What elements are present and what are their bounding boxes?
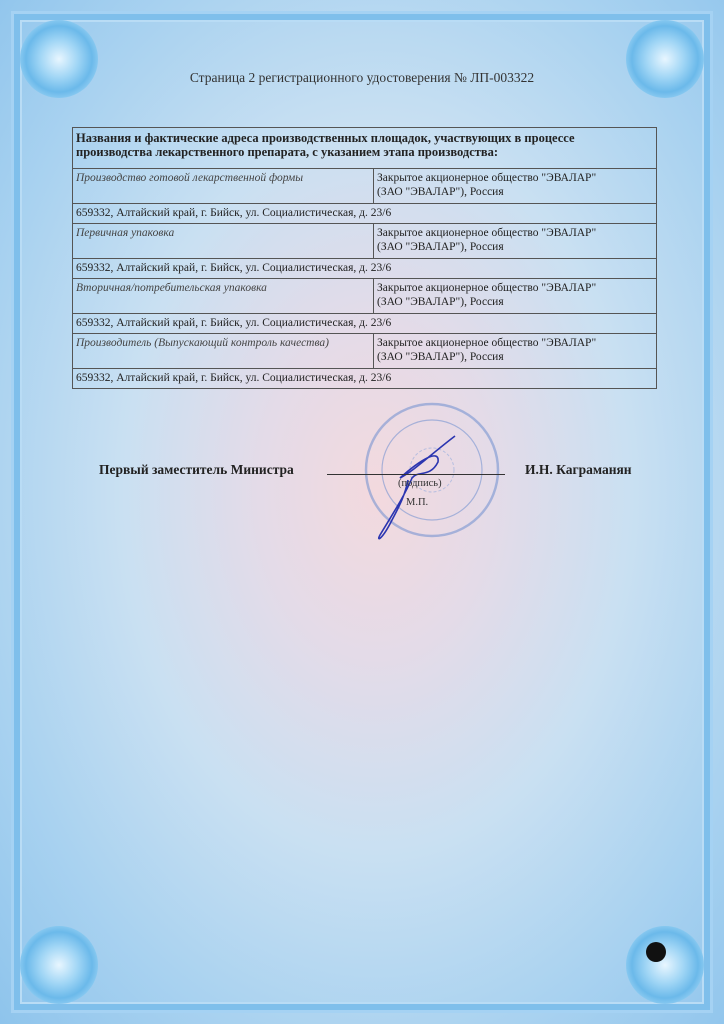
company-short: (ЗАО "ЭВАЛАР"), Россия	[377, 241, 504, 253]
stage-cell: Первичная упаковка	[73, 224, 374, 259]
address-cell: 659332, Алтайский край, г. Бийск, ул. Социалистическая, д. 23/6	[73, 314, 657, 334]
company-short: (ЗАО "ЭВАЛАР"), Россия	[377, 351, 504, 363]
company-short: (ЗАО "ЭВАЛАР"), Россия	[377, 296, 504, 308]
company-name: Закрытое акционерное общество "ЭВАЛАР"	[377, 282, 597, 294]
stage-cell: Производство готовой лекарственной формы	[73, 169, 374, 204]
address-cell: 659332, Алтайский край, г. Бийск, ул. Социалистическая, д. 23/6	[73, 259, 657, 279]
company-name: Закрытое акционерное общество "ЭВАЛАР"	[377, 172, 597, 184]
address-cell: 659332, Алтайский край, г. Бийск, ул. Социалистическая, д. 23/6	[73, 369, 657, 389]
table-heading: Названия и фактические адреса производственных площадок, участвующих в процессе производства лекарственного препарата, с указанием этапа производства:	[73, 128, 657, 169]
address-cell: 659332, Алтайский край, г. Бийск, ул. Социалистическая, д. 23/6	[73, 204, 657, 224]
stage-cell: Производитель (Выпускающий контроль качества)	[73, 334, 374, 369]
stage-cell: Вторичная/потребительская упаковка	[73, 279, 374, 314]
signatory-name: И.Н. Каграманян	[525, 462, 632, 477]
signatory-position: Первый заместитель Министра	[99, 462, 294, 477]
company-short: (ЗАО "ЭВАЛАР"), Россия	[377, 186, 504, 198]
company-name: Закрытое акционерное общество "ЭВАЛАР"	[377, 337, 597, 349]
signature-caption: (подпись)	[398, 478, 442, 489]
page-title: Страница 2 регистрационного удостоверения № ЛП-003322	[189, 70, 535, 85]
stamp-caption: М.П.	[406, 497, 429, 508]
signature-line	[327, 474, 505, 475]
company-name: Закрытое акционерное общество "ЭВАЛАР"	[377, 227, 597, 239]
